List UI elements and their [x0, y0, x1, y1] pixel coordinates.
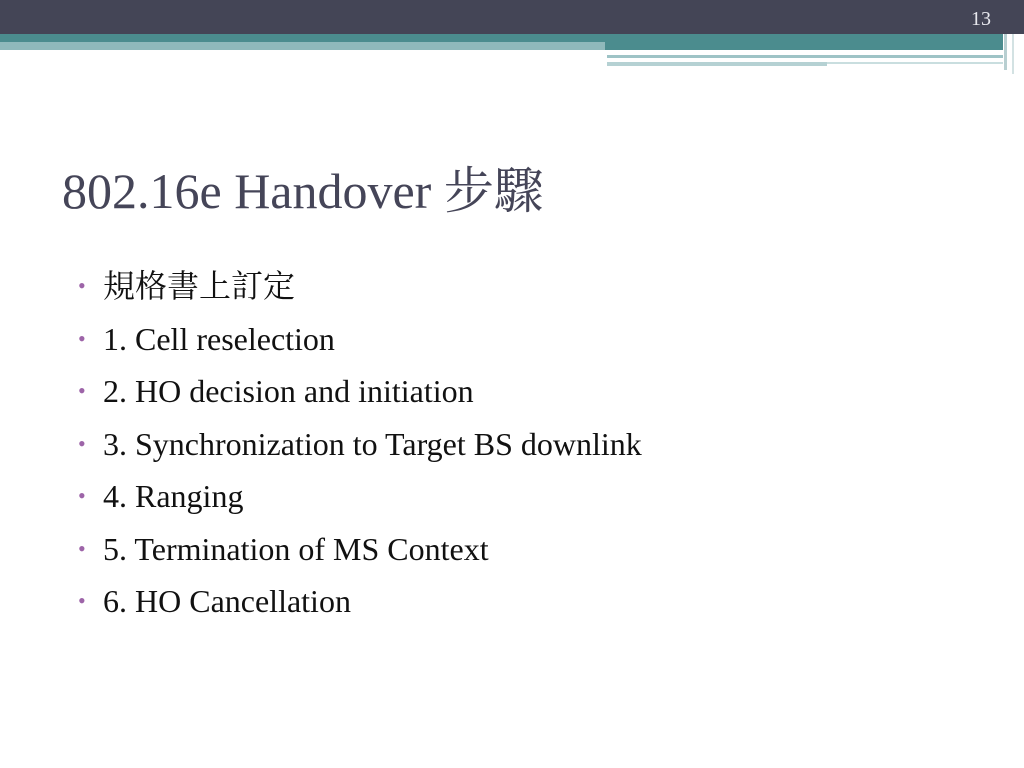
header-accent-line [827, 62, 1003, 64]
bullet-text: 6. HO Cancellation [103, 583, 351, 619]
header-accent-vertical-line [1004, 34, 1007, 70]
bullet-dot-icon: • [78, 588, 86, 613]
bullet-dot-icon: • [78, 430, 86, 456]
bullet-list [78, 260, 642, 628]
bullet-item [78, 575, 642, 628]
bullet-text: 2. HO decision and initiation [103, 373, 474, 409]
header-teal-light-band [0, 42, 605, 50]
bullet-text: 1. Cell reselection [103, 320, 335, 357]
bullet-dot-icon: • [78, 483, 86, 508]
header-accent-line [607, 62, 827, 66]
bullet-dot-icon: • [78, 378, 86, 403]
bullet-text: 4. Ranging [103, 478, 244, 514]
slide-title: 802.16e Handover 步驟 [62, 163, 544, 219]
slide-number: 13 [971, 8, 991, 30]
header-accent-vertical-line [1012, 34, 1014, 74]
bullet-text: 規格書上訂定 [103, 268, 296, 304]
bullet-item [78, 260, 642, 313]
header-accent-line [607, 55, 1003, 58]
bullet-item [78, 523, 642, 576]
bullet-item [78, 365, 642, 418]
bullet-text: 5. Termination of MS Context [103, 530, 489, 567]
bullet-dot-icon: • [78, 535, 86, 561]
bullet-text: 3. Synchronization to Target BS downlink [103, 425, 642, 462]
bullet-dot-icon: • [78, 325, 86, 351]
bullet-item [78, 313, 642, 366]
bullet-dot-icon: • [78, 273, 86, 298]
bullet-item [78, 418, 642, 471]
header-band [0, 0, 1024, 34]
bullet-item [78, 470, 642, 523]
